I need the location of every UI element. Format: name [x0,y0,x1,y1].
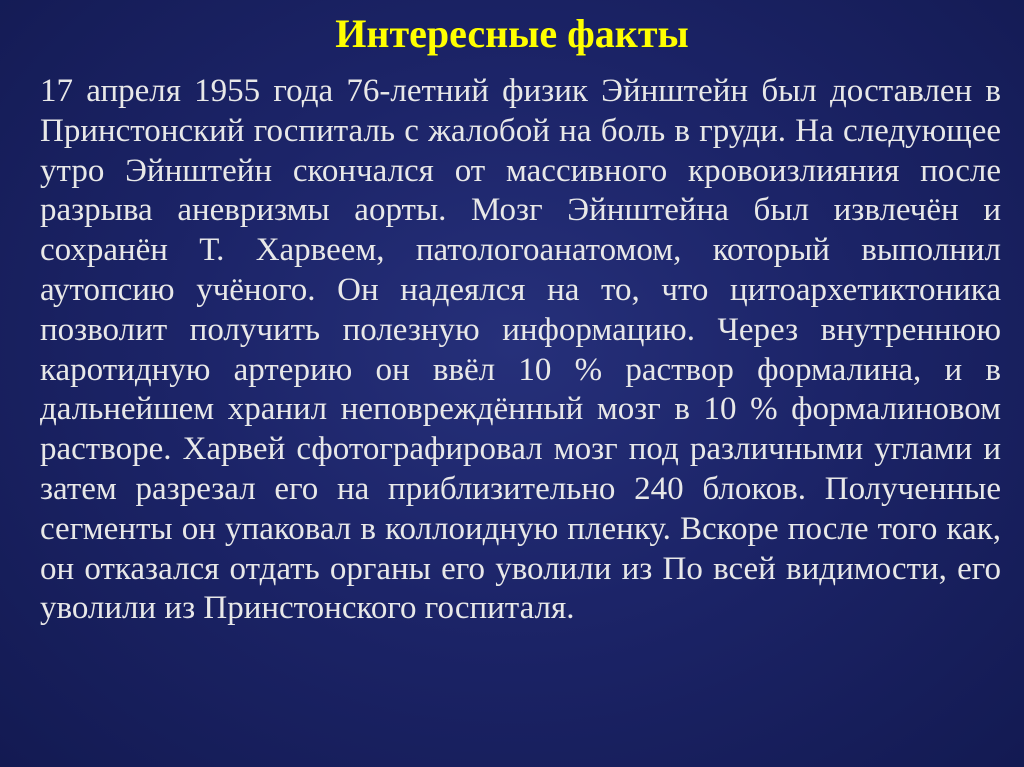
slide-title: Интересные факты [335,11,689,56]
slide-body-text: 17 апреля 1955 года 76-летний физик Эйнштейн был доставлен в Принстонский госпиталь с жалобой на боль в груди. На следующее утро Эйнштейн скончался от массивного кровоизлияния после разрыва аневризмы аорты. Мозг Эйнштейна был извлечён и сохранён Т. Харвеем, патологоанатомом, который выполнил аутопсию учёного. Он надеялся на то, что цитоархетиктоника позволит получить полезную информацию. Через внутреннюю каротидную артерию он ввёл 10 % раствор формалина, и в дальнейшем хранил неповреждённый мозг в 10 % формалиновом растворе. Харвей сфотографировал мозг под различными углами и затем разрезал его на приблизительно 240 блоков. Полученные сегменты он упаковал в коллоидную пленку. Вскоре после того как, он отказался отдать органы его уволили из По всей видимости, его уволили из Принстонского госпиталя. [40,73,1001,627]
